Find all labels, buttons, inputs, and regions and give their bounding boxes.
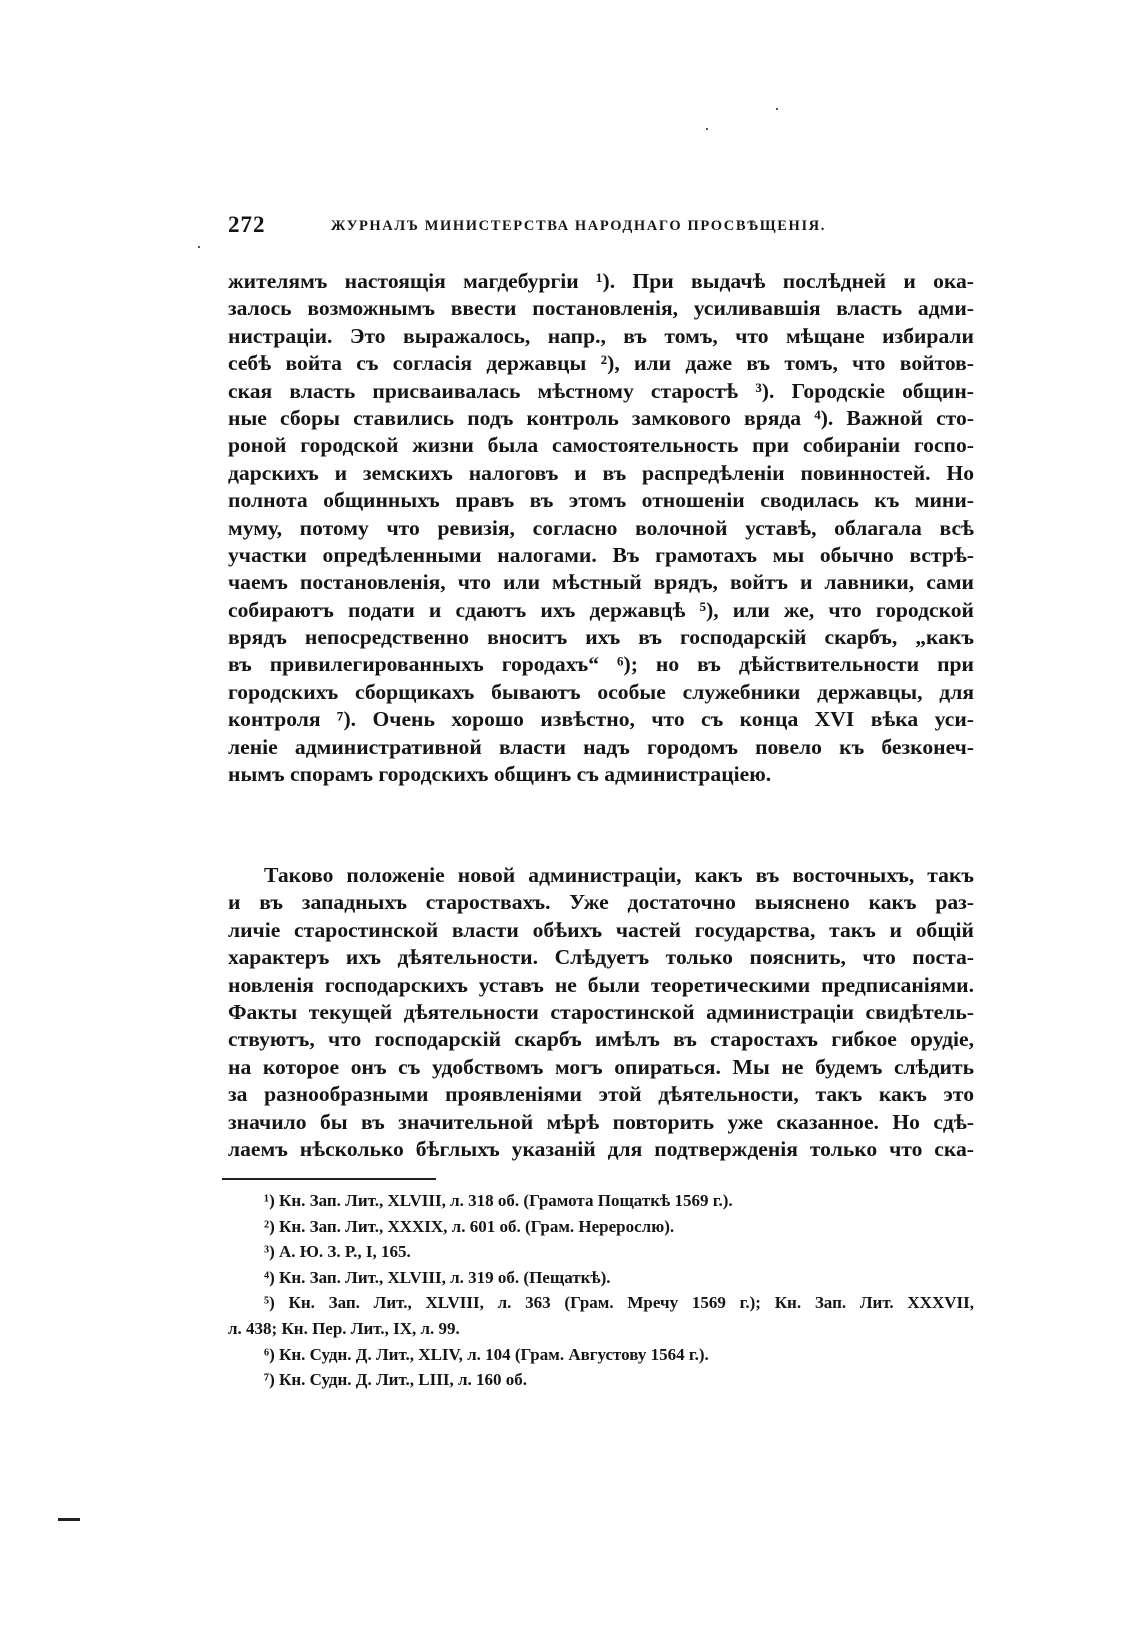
page-number: 272 [228,212,266,237]
text-line: нистраціи. Это выражалось, напр., въ томъ, что мѣщане избирали [228,323,974,348]
text-line: собираютъ подати и сдаютъ ихъ державцѣ ⁵), или же, что городской [228,597,974,622]
text-line: ные сборы ставились подъ контроль замкового вряда ⁴). Важной сто- [228,405,974,430]
page-header [228,212,974,242]
footnote: ²) Кн. Зап. Лит., XXXIX, л. 601 об. (Грам. Нерерослю). [264,1216,675,1236]
text-line: дарскихъ и земскихъ налоговъ и въ распредѣленіи повинностей. Но [228,460,974,485]
footnote: ⁶) Кн. Судн. Д. Лит., XLIV, л. 104 (Грам. Августову 1564 г.). [264,1344,709,1364]
text-line: врядъ непосредственно вноситъ ихъ въ господарскій скарбъ, „какъ [228,625,974,650]
text-line: Таково положеніе новой администраціи, какъ въ восточныхъ, такъ [264,863,974,887]
print-speck [706,128,708,130]
text-line: жителямъ настоящія магдебургіи ¹). При выдачѣ послѣдней и ока- [228,269,974,293]
text-line: характеръ ихъ дѣятельности. Слѣдуетъ только пояснить, что поста- [228,945,974,970]
footnote-continuation: л. 438; Кн. Пер. Лит., IX, л. 99. [228,1318,460,1338]
text-line: и въ западныхъ староствахъ. Уже достаточно выяснено какъ раз- [228,890,974,915]
text-line: значило бы въ значительной мѣрѣ повторить уже сказанное. Но сдѣ- [228,1109,974,1134]
print-speck [198,246,200,248]
footnote: ⁴) Кн. Зап. Лит., XLVIII, л. 319 об. (Пещаткѣ). [264,1267,611,1287]
text-line: чаемъ постановленія, что или мѣстный врядъ, войтъ и лавники, сами [228,570,974,595]
margin-mark [58,1518,80,1521]
text-line: нымъ спорамъ городскихъ общинъ съ администраціею. [228,762,772,787]
text-line: участки опредѣленными налогами. Въ грамотахъ мы обычно встрѣ- [228,542,974,567]
paragraph-2 [228,862,974,1163]
text-line: Факты текущей дѣятельности старостинской администраціи свидѣтель- [228,999,974,1024]
text-line: полнота общинныхъ правъ въ этомъ отношеніи сводилась къ мини- [228,488,974,513]
text-line: городскихъ сборщикахъ бываютъ особые служебники державцы, для [228,679,974,704]
text-line: личіе старостинской власти обѣихъ частей государства, такъ и общій [228,917,974,942]
text-line: новленія господарскихъ уставъ не были теоретическими предписаніями. [228,972,974,997]
text-line: роной городской жизни была самостоятельность при собираніи госпо- [228,433,974,458]
footnote: ¹) Кн. Зап. Лит., XLVIII, л. 318 об. (Грамота Пощаткѣ 1569 г.). [264,1191,733,1210]
footnote: ⁷) Кн. Судн. Д. Лит., LIII, л. 160 об. [264,1370,528,1390]
text-line: залось возможнымъ ввести постановленія, усиливавшія власть адми- [228,296,974,321]
text-line: ствуютъ, что господарскій скарбъ имѣлъ въ старостахъ гибкое орудіе, [228,1027,974,1052]
footnote-separator [222,1178,436,1180]
text-line: на которое онъ съ удобствомъ могъ опираться. Мы не будемъ слѣдить [228,1054,974,1079]
text-line: за разнообразными проявленіями этой дѣятельности, такъ какъ это [228,1082,974,1107]
text-line: себѣ войта съ согласія державцы ²), или даже въ томъ, что войтов- [228,351,974,376]
paragraph-1 [228,268,974,788]
text-line: лаемъ нѣсколько бѣглыхъ указаній для подтвержденія только что ска- [228,1136,974,1161]
text-line: ская власть присваивалась мѣстному старостѣ ³). Городскіе общин- [228,378,974,403]
running-title: ЖУРНАЛЪ МИНИСТЕРСТВА НАРОДНАГО ПРОСВѢЩЕНІЯ. [331,218,826,234]
text-line: леніе административной власти надъ городомъ повело къ безконеч- [228,734,974,759]
text-line: муму, потому что ревизія, согласно волочной уставѣ, облагала всѣ [228,515,974,540]
text-line: въ привилегированныхъ городахъ“ ⁶); но въ дѣйствительности при [228,652,974,677]
print-speck [776,108,778,110]
footnotes [228,1188,974,1393]
footnote: ⁵) Кн. Зап. Лит., XLVIII, л. 363 (Грам. Мречу 1569 г.); Кн. Зап. Лит. XXXVII, [264,1293,974,1313]
footnote: ³) А. Ю. З. Р., I, 165. [264,1242,411,1262]
text-line: контроля ⁷). Очень хорошо извѣстно, что съ конца XVI вѣка уси- [228,707,974,732]
